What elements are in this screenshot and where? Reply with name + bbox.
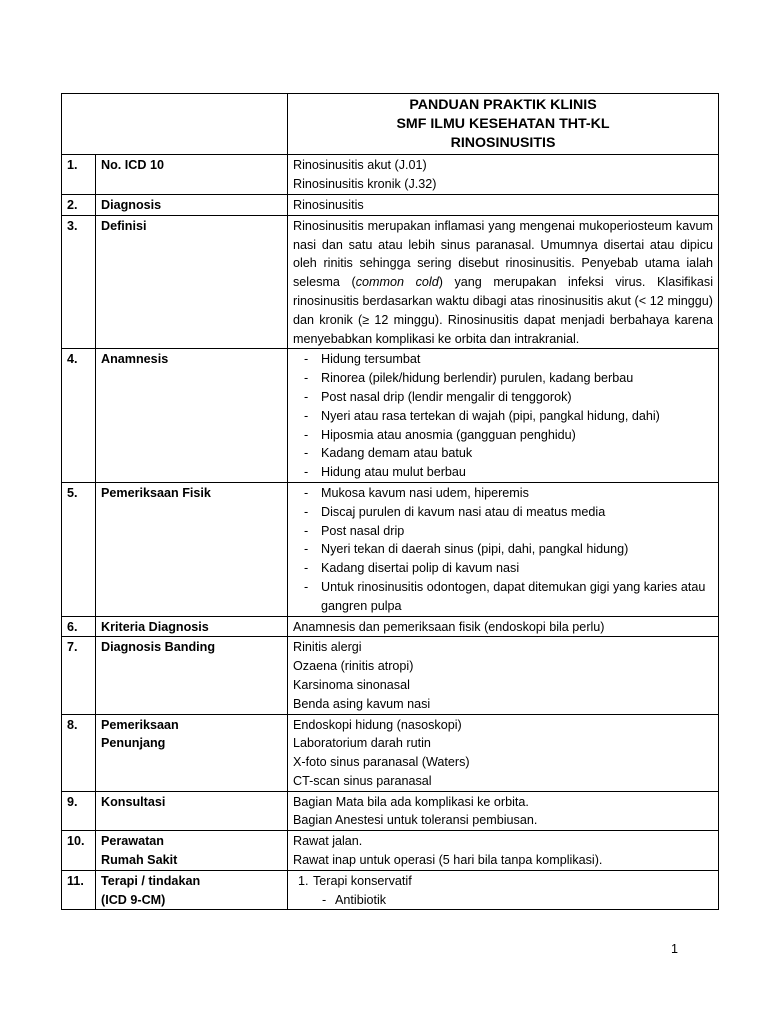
label-line: Rumah Sakit — [101, 853, 178, 868]
table-row — [62, 349, 719, 483]
table-row — [62, 870, 719, 910]
row-content: Rinosinusitis — [288, 194, 719, 215]
content-line: Rawat jalan. — [293, 834, 363, 849]
table-row — [62, 831, 719, 871]
row-label: No. ICD 10 — [96, 155, 288, 195]
row-number: 9. — [62, 791, 96, 831]
list-item: - Kadang disertai polip di kavum nasi — [293, 559, 713, 578]
row-content — [288, 155, 719, 195]
list-item: - Hidung atau mulut berbau — [293, 463, 713, 482]
list-item: - Rinorea (pilek/hidung berlendir) purulen, kadang berbau — [293, 369, 713, 388]
content-line: Benda asing kavum nasi — [293, 696, 431, 711]
row-number: 11. — [62, 870, 96, 910]
content-line: Karsinoma sinonasal — [293, 677, 410, 692]
row-content — [288, 870, 719, 910]
row-label: Anamnesis — [96, 349, 288, 483]
definition-part: ) yang merupakan infeksi virus. Klasifikasi rinosinusitis berdasarkan waktu dibagi atas rinosinusitis akut (< 12 minggu) dan kronik (≥ 12 minggu). Rinosinusitis dapat menjadi berbahaya karena menyebabkan komplikasi ke orbita dan intrakranial. — [293, 275, 713, 346]
title-line-2: SMF ILMU KESEHATAN THT-KL — [396, 115, 610, 132]
content-line: Ozaena (rinitis atropi) — [293, 659, 414, 674]
row-label: Diagnosis Banding — [96, 637, 288, 714]
list-item: - Post nasal drip — [293, 522, 713, 541]
row-content: Anamnesis dan pemeriksaan fisik (endoskopi bila perlu) — [288, 616, 719, 637]
label-line: Terapi / tindakan — [101, 873, 201, 888]
content-line: Laboratorium darah rutin — [293, 736, 431, 751]
table-row — [62, 616, 719, 637]
clinical-guide-table — [61, 93, 719, 910]
row-number: 8. — [62, 714, 96, 791]
row-number: 4. — [62, 349, 96, 483]
table-row — [62, 791, 719, 831]
content-line: Endoskopi hidung (nasoskopi) — [293, 717, 462, 732]
row-label — [96, 870, 288, 910]
table-row — [62, 155, 719, 195]
row-content — [288, 714, 719, 791]
row-number: 7. — [62, 637, 96, 714]
table-row — [62, 215, 719, 349]
therapy-list — [293, 872, 713, 891]
list-item: - Post nasal drip (lendir mengalir di tenggorok) — [293, 388, 713, 407]
row-content — [288, 637, 719, 714]
row-label: Konsultasi — [96, 791, 288, 831]
definition-part: Rinosinusitis merupakan inflamasi yang mengenai mukoperiosteum kavum nasi dan satu atau lebih sinus paranasal. Umumnya disertai atau dipicu oleh rinitis sehingga sering disebut rinosinusitis. Penyebab utama ialah selesma ( — [293, 218, 713, 290]
content-line: Rawat inap untuk operasi (5 hari bila tanpa komplikasi). — [293, 853, 603, 868]
header-row — [62, 94, 719, 155]
row-number: 3. — [62, 215, 96, 349]
content-line: Rinosinusitis akut (J.01) — [293, 158, 427, 173]
definition-italic: common cold — [355, 275, 439, 290]
table-row — [62, 482, 719, 616]
content-line: Bagian Anestesi untuk toleransi pembiusan. — [293, 813, 538, 828]
content-line: CT-scan sinus paranasal — [293, 773, 432, 788]
anamnesis-list — [293, 350, 713, 482]
row-label: Definisi — [96, 215, 288, 349]
list-item — [293, 872, 713, 891]
row-content — [288, 482, 719, 616]
sub-list-item: - Antibiotik — [293, 891, 713, 910]
list-item: - Nyeri tekan di daerah sinus (pipi, dahi, pangkal hidung) — [293, 540, 713, 559]
row-label: Pemeriksaan Fisik — [96, 482, 288, 616]
table-row — [62, 637, 719, 714]
content-line: Rinosinusitis kronik (J.32) — [293, 177, 437, 192]
row-label — [96, 714, 288, 791]
title-line-1: PANDUAN PRAKTIK KLINIS — [409, 97, 597, 113]
label-line: Perawatan — [101, 834, 164, 849]
list-item: - Hidung tersumbat — [293, 350, 713, 369]
title-line-3: RINOSINUSITIS — [450, 134, 556, 151]
row-number: 1. — [62, 155, 96, 195]
row-content — [288, 791, 719, 831]
row-label: Kriteria Diagnosis — [96, 616, 288, 637]
physical-exam-list — [293, 484, 713, 616]
label-line: Pemeriksaan — [101, 717, 179, 732]
list-item: - Untuk rinosinusitis odontogen, dapat ditemukan gigi yang karies atau gangren pulpa — [293, 578, 713, 616]
row-label: Diagnosis — [96, 194, 288, 215]
list-item: - Mukosa kavum nasi udem, hiperemis — [293, 484, 713, 503]
definition-text — [288, 215, 719, 349]
item-number: 1. — [298, 873, 309, 888]
row-number: 10. — [62, 831, 96, 871]
row-number: 6. — [62, 616, 96, 637]
header-blank-cell — [62, 94, 288, 155]
row-label — [96, 831, 288, 871]
therapy-sub-list — [293, 891, 713, 910]
row-number: 2. — [62, 194, 96, 215]
row-number: 5. — [62, 482, 96, 616]
label-line: (ICD 9-CM) — [101, 892, 166, 907]
content-line: X-foto sinus paranasal (Waters) — [293, 755, 470, 770]
list-item: - Hiposmia atau anosmia (gangguan penghidu) — [293, 426, 713, 445]
table-row — [62, 714, 719, 791]
table-row — [62, 194, 719, 215]
content-line: Rinitis alergi — [293, 640, 362, 655]
row-content — [288, 831, 719, 871]
list-item: - Nyeri atau rasa tertekan di wajah (pipi, pangkal hidung, dahi) — [293, 407, 713, 426]
label-line: Penunjang — [101, 736, 166, 751]
list-item: - Kadang demam atau batuk — [293, 444, 713, 463]
row-content — [288, 349, 719, 483]
content-line: Bagian Mata bila ada komplikasi ke orbita. — [293, 794, 529, 809]
list-item: - Discaj purulen di kavum nasi atau di meatus media — [293, 503, 713, 522]
page-number: 1 — [671, 942, 679, 956]
item-text: Terapi konservatif — [313, 873, 412, 888]
document-title — [288, 94, 719, 155]
